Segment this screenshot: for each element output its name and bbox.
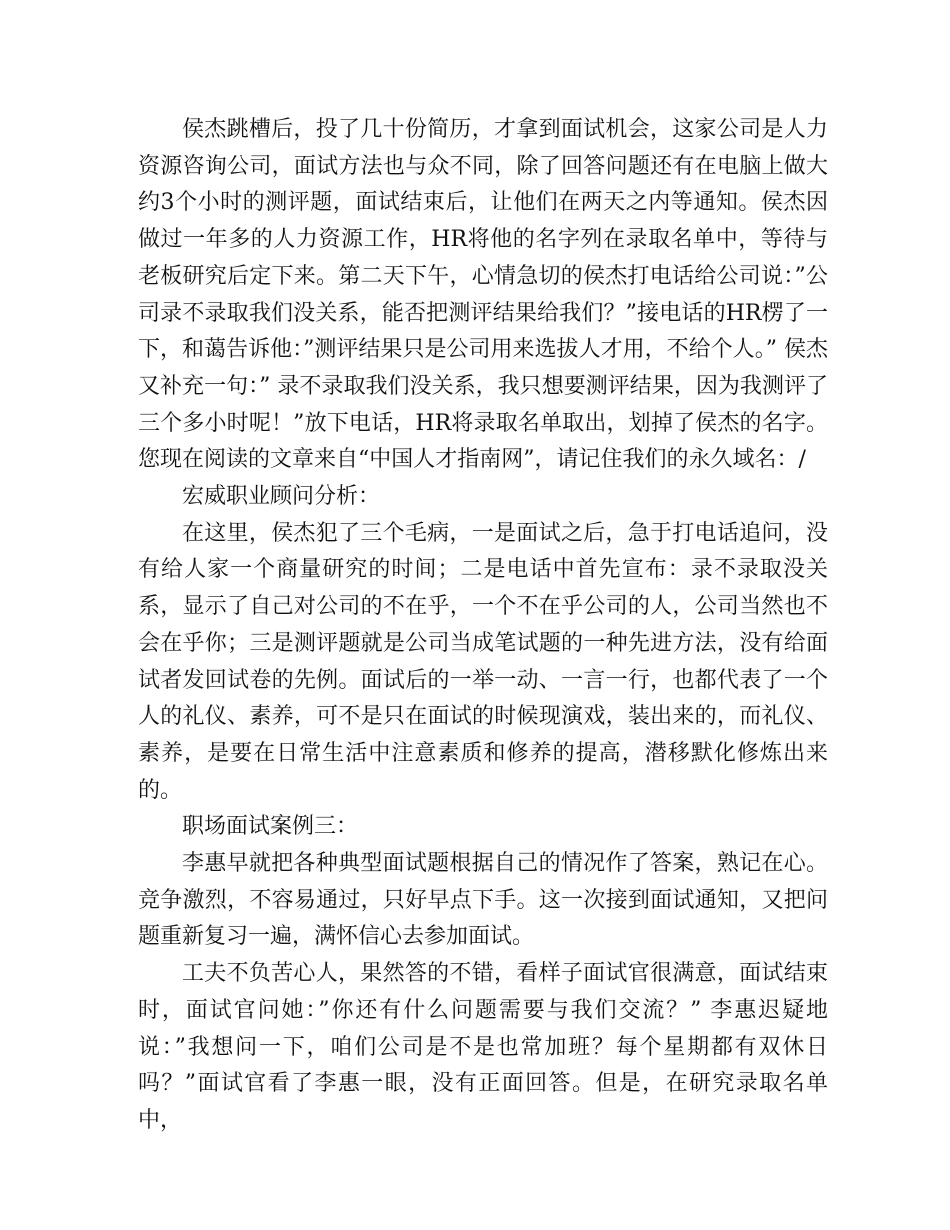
paragraph-lihui-interview: 工夫不负苦心人，果然答的不错，看样子面试官很满意，面试结束时，面试官问她：”你还有什么问题需要与我们交流？” 李惠迟疑地说：”我想问一下，咱们公司是不是也常加班？每个星期都有双休日吗？”面试官看了李惠一眼，没有正面回答。但是，在研究录取名单中， (138, 961, 828, 1133)
section-heading-analysis: 宏威职业顾问分析： (182, 484, 381, 510)
paragraph-lihui-preparation: 李惠早就把各种典型面试题根据自己的情况作了答案，熟记在心。竞争激烈，不容易通过，只好早点下手。这一次接到面试通知，又把问题重新复习一遍，满怀信心去参加面试。 (138, 851, 828, 950)
paragraph-analysis: 在这里，侯杰犯了三个毛病，一是面试之后，急于打电话追问，没有给人家一个商量研究的时间；二是电话中首先宣布：录不录取没关系，显示了自己对公司的不在乎，一个不在乎公司的人，公司当然也不会在乎你；三是测评题就是公司当成笔试题的一种先进方法，没有给面试者发回试卷的先例。面试后的一举一动、一言一行，也都代表了一个人的礼仪、素养，可不是只在面试的时候现演戏，装出来的，而礼仪、素养，是要在日常生活中注意素质和修养的提高，潜移默化修炼出来的。 (138, 520, 828, 803)
paragraph-houjie-story: 侯杰跳槽后，投了几十份简历，才拿到面试机会，这家公司是人力资源咨询公司，面试方法也与众不同，除了回答问题还有在电脑上做大约3个小时的测评题，面试结束后，让他们在两天之内等通知。侯杰因做过一年多的人力资源工作，HR将他的名字列在录取名单中，等待与老板研究后定下来。第二天下午，心情急切的侯杰打电话给公司说：”公司录不录取我们没关系，能否把测评结果给我们？”接电话的HR楞了一下，和蔼告诉他：”测评结果只是公司用来选拔人才用，不给个人。” 侯杰又补充一句：” 录不录取我们没关系，我只想要测评结果，因为我测评了三个多小时呢！”放下电话，HR将录取名单取出，划掉了侯杰的名字。您现在阅读的文章来自“中国人才指南网”，请记住我们的永久域名：/ (138, 117, 828, 473)
document-body (138, 112, 828, 1140)
section-heading-case-three: 职场面试案例三： (182, 814, 359, 840)
